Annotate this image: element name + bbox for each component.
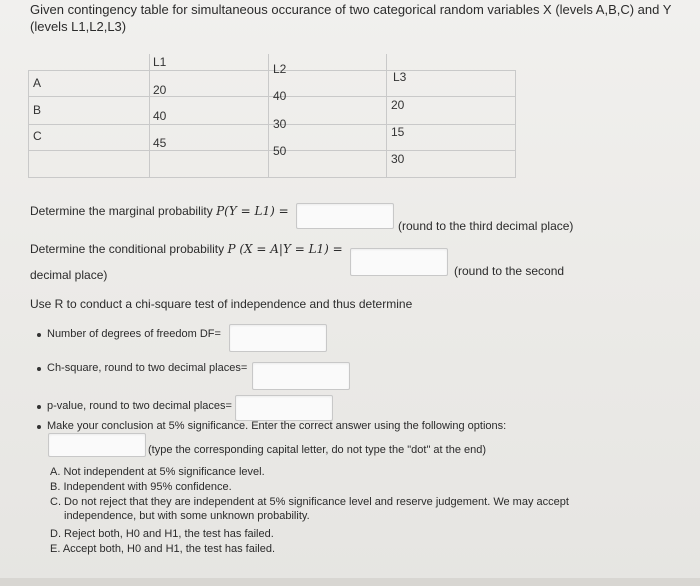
chi-square-input[interactable] (252, 362, 350, 390)
conditional-probability-input[interactable] (350, 248, 448, 276)
table-cell: 15 (391, 125, 405, 139)
table-cell: 30 (391, 152, 405, 166)
table-row-divider (28, 150, 516, 151)
p-value-input[interactable] (235, 395, 333, 421)
table-col-divider (268, 54, 269, 178)
table-col-divider (28, 70, 29, 178)
option-d: D. Reject both, H0 and H1, the test has failed. (50, 528, 274, 540)
q2-rounding-note: (round to the second (454, 264, 565, 278)
table-cell: 20 (153, 83, 167, 97)
bullet-dot (37, 425, 41, 429)
bullet-dot (37, 405, 41, 409)
q1-prompt (30, 204, 289, 218)
contingency-table (28, 54, 516, 178)
q2-rounding-note-cont: decimal place) (30, 268, 108, 282)
q2-formula: P (X = A|Y = L1) = (227, 242, 343, 256)
marginal-probability-input[interactable] (296, 203, 394, 229)
column-header-l1: L1 (153, 55, 167, 69)
q2-prefix: Determine the conditional probability (30, 242, 225, 256)
df-label: Number of degrees of freedom DF= (47, 328, 221, 340)
table-header-divider (28, 70, 516, 71)
screen-bottom-edge (0, 578, 700, 586)
option-c: C. Do not reject that they are independent at 5% significance level and reserve judgement. We may accept (50, 496, 569, 508)
table-bottom-border (28, 177, 516, 178)
conclusion-label: Make your conclusion at 5% significance. Enter the correct answer using the following options: (47, 420, 507, 432)
q1-rounding-note: (round to the third decimal place) (398, 219, 574, 233)
table-cell: 30 (273, 117, 287, 131)
q1-formula: P(Y = L1) = (216, 204, 289, 218)
option-b: B. Independent with 95% confidence. (50, 481, 232, 493)
degrees-of-freedom-input[interactable] (229, 324, 327, 352)
option-a: A. Not independent at 5% significance level. (50, 466, 265, 478)
table-cell: 20 (391, 98, 405, 112)
table-row-divider (28, 124, 516, 125)
option-e: E. Accept both, H0 and H1, the test has failed. (50, 543, 276, 555)
table-col-divider (515, 70, 516, 178)
table-col-divider (386, 54, 387, 178)
row-label-b: B (33, 103, 42, 117)
bullet-dot (37, 333, 41, 337)
row-label-c: C (33, 129, 42, 143)
conclusion-input[interactable] (48, 433, 146, 457)
table-cell: 40 (273, 89, 287, 103)
column-header-l2: L2 (273, 62, 287, 76)
p-value-label: p-value, round to two decimal places= (47, 400, 232, 412)
conclusion-hint: (type the corresponding capital letter, do not type the "dot" at the end) (148, 444, 487, 456)
option-c-continued: independence, but with some unknown probability. (64, 510, 310, 522)
question-intro-line-1: Given contingency table for simultaneous occurance of two categorical random variables X (levels A,B,C) and Y (30, 2, 672, 17)
bullet-dot (37, 367, 41, 371)
question-intro-line-2: (levels L1,L2,L3) (30, 19, 127, 34)
q1-prefix: Determine the marginal probability (30, 204, 213, 218)
table-cell: 45 (153, 136, 167, 150)
table-row-divider (28, 96, 516, 97)
row-label-a: A (33, 76, 42, 90)
chi-square-instructions: Use R to conduct a chi-square test of independence and thus determine (30, 297, 413, 311)
chi-square-label: Ch-square, round to two decimal places= (47, 362, 248, 374)
q2-prompt (30, 242, 343, 256)
table-cell: 40 (153, 109, 167, 123)
table-col-divider (149, 54, 150, 178)
table-cell: 50 (273, 144, 287, 158)
column-header-l3: L3 (393, 70, 407, 84)
